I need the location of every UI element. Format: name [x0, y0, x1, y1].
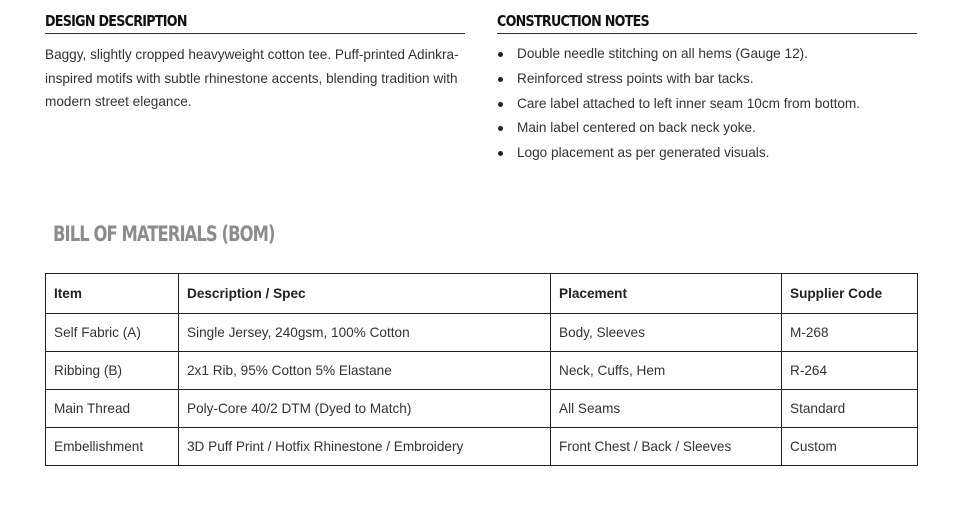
bom-cell-item: Embellishment [46, 428, 179, 466]
construction-note-item: Main label centered on back neck yoke. [497, 116, 917, 141]
bom-cell-supplier-code: M-268 [782, 314, 918, 352]
bom-row-self-fabric [46, 314, 918, 352]
bom-row-main-thread [46, 390, 918, 428]
bom-cell-item: Main Thread [46, 390, 179, 428]
bom-heading: BILL OF MATERIALS (BOM) [53, 222, 275, 246]
bom-cell-item: Ribbing (B) [46, 352, 179, 390]
design-description-rule [45, 33, 465, 34]
bom-cell-supplier-code: Custom [782, 428, 918, 466]
construction-notes-heading: CONSTRUCTION NOTES [497, 12, 649, 30]
construction-notes-section [497, 12, 917, 166]
bom-cell-supplier-code: Standard [782, 390, 918, 428]
bom-cell-placement: Front Chest / Back / Sleeves [551, 428, 782, 466]
bom-cell-placement: All Seams [551, 390, 782, 428]
bom-cell-placement: Body, Sleeves [551, 314, 782, 352]
construction-note-item: Care label attached to left inner seam 10cm from bottom. [497, 92, 917, 117]
bom-row-ribbing [46, 352, 918, 390]
bom-header-row [46, 274, 918, 314]
design-description-section [45, 12, 465, 114]
bom-cell-description: 3D Puff Print / Hotfix Rhinestone / Embroidery [179, 428, 551, 466]
construction-notes-list [497, 42, 917, 166]
design-description-text: Baggy, slightly cropped heavyweight cotton tee. Puff-printed Adinkra-inspired motifs with subtle rhinestone accents, blending tradition with modern street elegance. [45, 47, 459, 109]
bom-cell-item: Self Fabric (A) [46, 314, 179, 352]
construction-note-item: Logo placement as per generated visuals. [497, 141, 917, 166]
bom-cell-supplier-code: R-264 [782, 352, 918, 390]
design-description-heading: DESIGN DESCRIPTION [45, 12, 187, 30]
construction-note-item: Double needle stitching on all hems (Gauge 12). [497, 42, 917, 67]
bom-table [45, 273, 918, 466]
bom-column-header-supplier-code: Supplier Code [782, 274, 918, 314]
bom-row-embellishment [46, 428, 918, 466]
bom-cell-description: 2x1 Rib, 95% Cotton 5% Elastane [179, 352, 551, 390]
construction-note-item: Reinforced stress points with bar tacks. [497, 67, 917, 92]
bom-column-header-item: Item [46, 274, 179, 314]
bom-column-header-description: Description / Spec [179, 274, 551, 314]
bom-cell-placement: Neck, Cuffs, Hem [551, 352, 782, 390]
bom-cell-description: Poly-Core 40/2 DTM (Dyed to Match) [179, 390, 551, 428]
bom-cell-description: Single Jersey, 240gsm, 100% Cotton [179, 314, 551, 352]
bom-column-header-placement: Placement [551, 274, 782, 314]
construction-notes-rule [497, 33, 917, 34]
